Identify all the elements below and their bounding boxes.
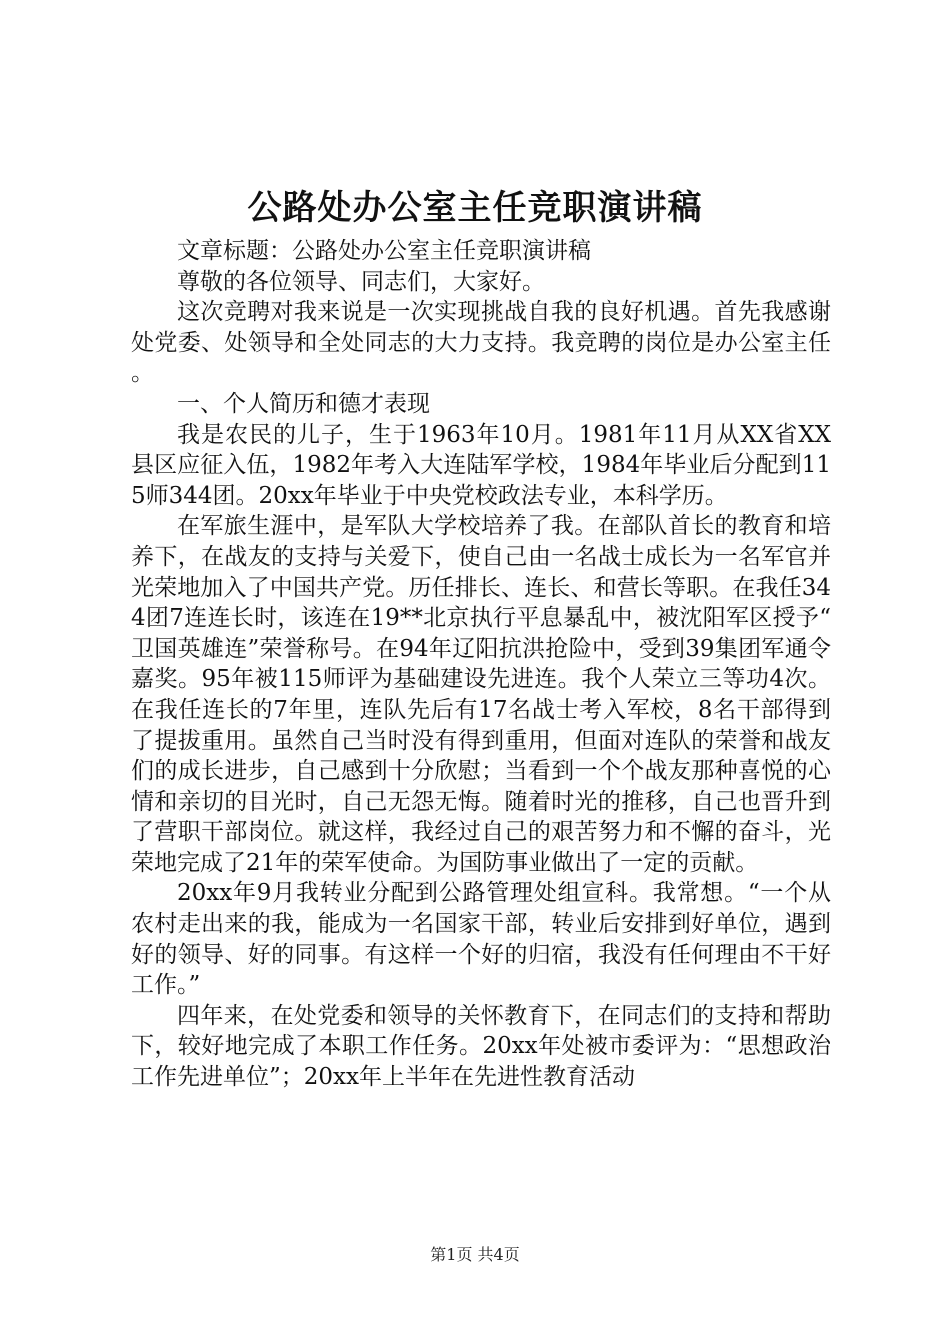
paragraph-intro: 这次竞聘对我来说是一次实现挑战自我的良好机遇。首先我感谢处党委、处领导和全处同志的大力支持。我竞聘的岗位是办公室主任。	[131, 299, 831, 387]
document-title: 公路处办公室主任竞职演讲稿	[247, 188, 703, 228]
document-body	[131, 236, 831, 1093]
paragraph-greeting: 尊敬的各位领导、同志们，大家好。	[177, 268, 545, 295]
section-heading-resume: 一、个人简历和德才表现	[177, 390, 430, 417]
paragraph-article-title: 文章标题：公路处办公室主任竞职演讲稿	[177, 238, 591, 264]
paragraph-military-career: 在军旅生涯中，是军队大学校培养了我。在部队首长的教育和培养下，在战友的支持与关爱下，使自己由一名战士成长为一名军官并光荣地加入了中国共产党。历任排长、连长、和营长等职。在我任344团7连连长时，该连在19**北京执行平息暴乱中，被沈阳军区授予“卫国英雄连”荣誉称号。在94年辽阳抗洪抢险中，受到39集团军通令嘉奖。95年被115师评为基础建设先进连。我个人荣立三等功4次。在我任连长的7年里，连队先后有17名战士考入军校，8名干部得到了提拔重用。虽然自己当时没有得到重用，但面对连队的荣誉和战友们的成长进步，自己感到十分欣慰；当看到一个个战友那种喜悦的心情和亲切的目光时，自己无怨无悔。随着时光的推移，自己也晋升到了营职干部岗位。就这样，我经过自己的艰苦努力和不懈的奋斗，光荣地完成了21年的荣军使命。为国防事业做出了一定的贡献。	[131, 513, 831, 876]
paragraph-transfer: 20xx年9月我转业分配到公路管理处组宣科。我常想。“一个从农村走出来的我，能成为一名国家干部，转业后安排到好单位，遇到好的领导、好的同事。有这样一个好的归宿，我没有任何理由不干好工作。”	[131, 880, 831, 999]
page-footer: 第1页 共4页	[430, 1245, 520, 1264]
paragraph-background: 我是农民的儿子，生于1963年10月。1981年11月从XX省XX县区应征入伍，1982年考入大连陆军学校，1984年毕业后分配到115师344团。20xx年毕业于中央党校政法专业，本科学历。	[131, 421, 831, 509]
paragraph-achievements: 四年来，在处党委和领导的关怀教育下，在同志们的支持和帮助下，较好地完成了本职工作任务。20xx年处被市委评为：“思想政治工作先进单位”；20xx年上半年在先进性教育活动	[131, 1002, 831, 1091]
